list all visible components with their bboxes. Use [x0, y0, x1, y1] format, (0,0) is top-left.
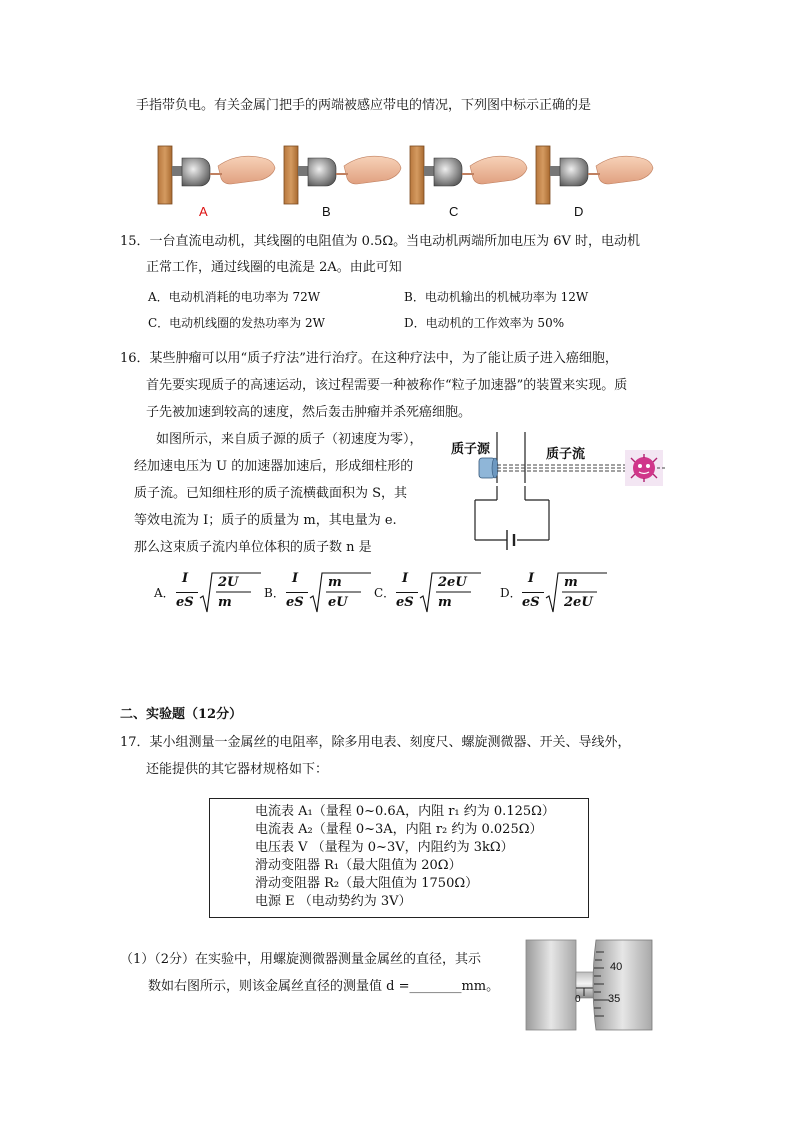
radical-denominator: 2eU [564, 595, 593, 610]
figure-b [284, 146, 401, 204]
q17-line2: 还能提供的其它器材规格如下： [146, 762, 329, 777]
equipment-item: 电流表 A₂（量程 0~3A，内阻 r₂ 约为 0.025Ω） [255, 822, 543, 837]
option-letter: B． [264, 586, 285, 600]
fraction-numerator: I [402, 571, 409, 586]
q16-para3: 质子流。已知细柱形的质子流横截面积为 S，其 [134, 486, 408, 501]
q16-option-a [154, 570, 264, 616]
fraction-numerator: I [528, 571, 535, 586]
q16-option-b [264, 570, 374, 616]
q16-line3: 子先被加速到较高的速度，然后轰击肿瘤并杀死癌细胞。 [146, 405, 472, 420]
figure-label-d: D [574, 204, 584, 219]
section-title: 二、实验题（12分） [120, 707, 243, 722]
q15-option-d: D．电动机的工作效率为 50% [404, 316, 565, 330]
radical-denominator: m [218, 595, 232, 610]
q15-line2: 正常工作，通过线圈的电流是 2A。由此可知 [146, 260, 402, 275]
q15-line1: 15．一台直流电动机，其线圈的电阻值为 0.5Ω。当电动机两端所加电压为 6V 时，电动机 [120, 234, 641, 249]
equipment-item: 滑动变阻器 R₁（最大阻值为 20Ω） [255, 858, 462, 873]
q14-intro: 手指带负电。有关金属门把手的两端被感应带电的情况，下列图中标示正确的是 [136, 98, 592, 113]
equipment-list-box [209, 798, 589, 918]
radical-numerator: 2U [218, 575, 239, 590]
q16-option-d [500, 570, 610, 616]
radical-numerator: m [564, 575, 578, 590]
q15-option-b: B．电动机输出的机械功率为 12W [404, 290, 589, 304]
fraction-bar [176, 592, 198, 593]
fraction-bar [286, 592, 308, 593]
equipment-item: 电源 E （电动势约为 3V） [255, 894, 412, 909]
option-letter: C． [374, 586, 396, 600]
proton-beam-label: 质子流 [546, 447, 586, 462]
fraction-denominator: eS [396, 595, 414, 610]
q16-para4: 等效电流为 I；质子的质量为 m，其电量为 e. [134, 513, 397, 528]
q17-sub1-line2: 数如右图所示，则该金属丝直径的测量值 d =________mm。 [148, 979, 500, 994]
figure-d [536, 146, 653, 204]
q15-option-c: C．电动机线圈的发热功率为 2W [148, 316, 325, 330]
figure-label-a: A [199, 204, 208, 219]
fraction-numerator: I [292, 571, 299, 586]
micrometer-label-35: 35 [608, 993, 621, 1005]
figure-label-c: C [449, 204, 459, 219]
q15-option-a: A．电动机消耗的电功率为 72W [148, 290, 321, 304]
fraction-numerator: I [182, 571, 189, 586]
equipment-item: 滑动变阻器 R₂（最大阻值为 1750Ω） [255, 876, 479, 891]
radical-denominator: eU [328, 595, 348, 610]
micrometer-label-0: 0 [575, 994, 581, 1005]
q16-para2: 经加速电压为 U 的加速器加速后，形成细柱形的 [134, 459, 414, 474]
option-letter: A． [154, 586, 175, 600]
q17-line1: 17．某小组测量一金属丝的电阻率，除多用电表、刻度尺、螺旋测微器、开关、导线外， [120, 735, 631, 750]
q16-para1: 如图所示，来自质子源的质子（初速度为零）， [156, 432, 423, 447]
radical-numerator: 2eU [438, 575, 467, 590]
micrometer-label-40: 40 [610, 961, 623, 973]
proton-source-label: 质子源 [451, 442, 491, 457]
q16-para5: 那么这束质子流内单位体积的质子数 n 是 [134, 540, 372, 555]
fraction-bar [522, 592, 544, 593]
radical-denominator: m [438, 595, 452, 610]
micrometer-figure [524, 930, 654, 1035]
equipment-item: 电流表 A₁（量程 0~0.6A，内阻 r₁ 约为 0.125Ω） [255, 804, 555, 819]
fraction-bar [396, 592, 418, 593]
q17-sub1-line1: （1）（2分）在实验中，用螺旋测微器测量金属丝的直径，其示 [120, 952, 482, 967]
option-letter: D． [500, 586, 522, 600]
figure-label-b: B [322, 204, 331, 219]
fraction-denominator: eS [286, 595, 304, 610]
figure-c [410, 146, 527, 204]
figure-a [158, 146, 275, 204]
door-handle-figures [150, 140, 670, 210]
equipment-item: 电压表 V （量程为 0~3V，内阻约为 3kΩ） [255, 840, 514, 855]
fraction-denominator: eS [522, 595, 540, 610]
q16-option-c [374, 570, 484, 616]
q16-line1: 16．某些肿瘤可以用“质子疗法”进行治疗。在这种疗法中，为了能让质子进入癌细胞， [120, 351, 618, 366]
fraction-denominator: eS [176, 595, 194, 610]
radical-numerator: m [328, 575, 342, 590]
q16-line2: 首先要实现质子的高速运动，该过程需要一种被称作“粒子加速器”的装置来实现。质 [146, 378, 628, 393]
